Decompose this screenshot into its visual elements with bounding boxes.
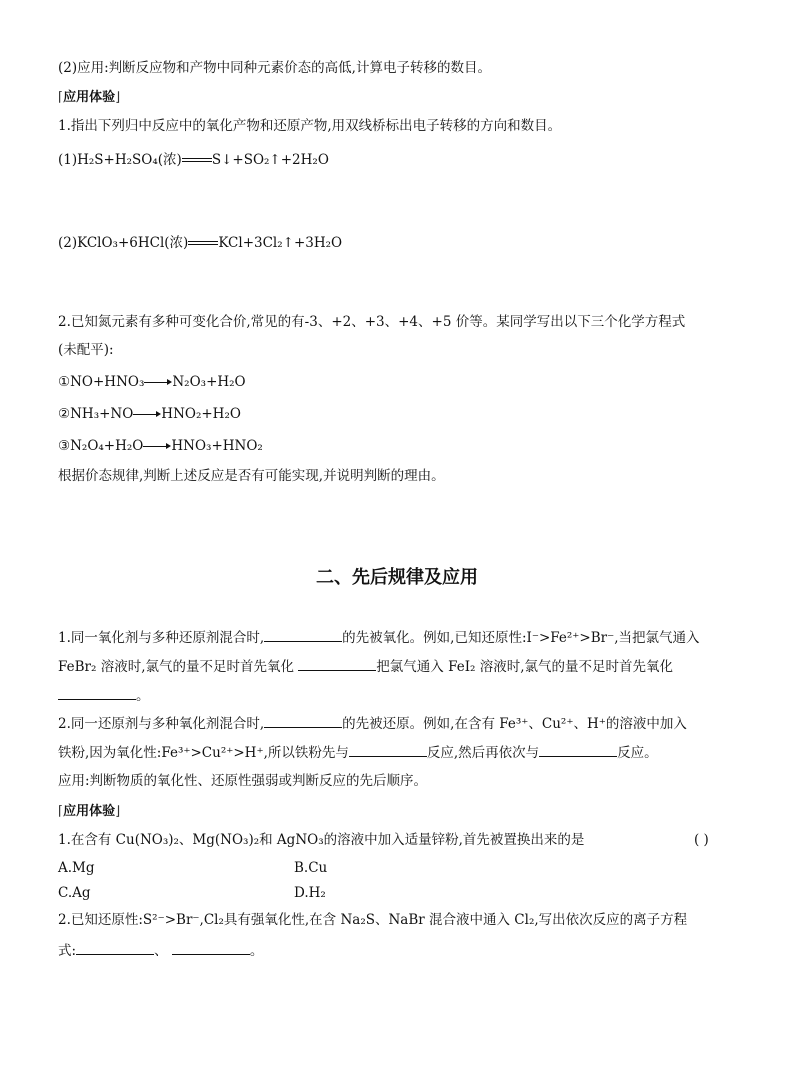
section-tag-2: ⌈应用体验⌋	[58, 804, 121, 819]
mc-question: 1.在含有 Cu(NO₃)₂、Mg(NO₃)₂和 AgNO₃的溶液中加入适量锌粉,首先被置换出来的是	[58, 832, 585, 848]
p1-text-e: 。	[136, 688, 150, 704]
question-1: 1.指出下列归中反应中的氧化产物和还原产物,用双线桥标出电子转移的方向和数目。	[58, 118, 562, 134]
section-tag-1: ⌈应用体验⌋	[58, 90, 121, 105]
eq2-right: KCl+3Cl₂↑+3H₂O	[218, 235, 343, 251]
q2-separator: 、	[154, 943, 168, 959]
option-d[interactable]: D.H₂	[294, 885, 326, 901]
equation-1	[58, 150, 329, 170]
answer-blank[interactable]	[264, 627, 342, 642]
q2-text-b: 式:	[58, 943, 77, 959]
paragraph-1-line3	[58, 685, 150, 706]
right-arrow-icon	[143, 442, 171, 452]
option-b[interactable]: B.Cu	[294, 860, 328, 876]
bracket-close-icon: ⌋	[115, 90, 121, 105]
p1-text-d: 把氯气通入 FeI₂ 溶液时,氯气的量不足时首先氧化	[376, 659, 674, 675]
section-2-title: 二、先后规律及应用	[316, 567, 478, 588]
bracket-close-icon: ⌋	[115, 804, 121, 819]
eq1-left: (1)H₂S+H₂SO₄(浓)	[58, 152, 182, 168]
right-arrow-icon	[133, 410, 161, 420]
r2-left: ②NH₃+NO	[58, 406, 134, 422]
answer-paren[interactable]: ( )	[694, 832, 709, 848]
equals-arrow-icon	[188, 239, 218, 249]
bracket-open-icon: ⌈	[58, 804, 64, 819]
r1-left: ①NO+HNO₃	[58, 374, 145, 390]
p2-text-d: 反应,然后再依次与	[426, 745, 540, 761]
p1-text-a: 1.同一氧化剂与多种还原剂混合时,	[58, 630, 265, 646]
eq2-left: (2)KClO₃+6HCl(浓)	[58, 235, 189, 251]
question-2-line1: 2.已知氮元素有多种可变化合价,常见的有-3、+2、+3、+4、+5 价等。某同学写出以下三个化学方程式	[58, 314, 686, 330]
bracket-open-icon: ⌈	[58, 90, 64, 105]
question-ionic-line1: 2.已知还原性:S²⁻>Br⁻,Cl₂具有强氧化性,在含 Na₂S、NaBr 混合液中通入 Cl₂,写出依次反应的离子方程	[58, 912, 688, 928]
question-2-ask: 根据价态规律,判断上述反应是否有可能实现,并说明判断的理由。	[58, 468, 445, 484]
p1-text-b: 的先被氧化。例如,已知还原性:I⁻>Fe²⁺>Br⁻,当把氯气通入	[342, 630, 700, 646]
equation-2	[58, 233, 342, 253]
answer-blank[interactable]	[172, 940, 250, 955]
reaction-1	[58, 372, 246, 392]
answer-blank[interactable]	[76, 940, 154, 955]
p2-text-e: 反应。	[617, 745, 658, 761]
option-a[interactable]: A.Mg	[58, 860, 95, 876]
p2-text-a: 2.同一还原剂与多种氧化剂混合时,	[58, 716, 265, 732]
eq1-right: S↓+SO₂↑+2H₂O	[211, 152, 329, 168]
question-2-line2: (未配平):	[58, 342, 114, 358]
equals-arrow-icon	[182, 156, 212, 166]
paragraph-2-line2	[58, 742, 658, 763]
paragraph-1-line1	[58, 627, 700, 648]
paragraph-2-line1	[58, 713, 687, 734]
r1-right: N₂O₃+H₂O	[172, 374, 246, 390]
answer-blank[interactable]	[58, 685, 136, 700]
answer-blank[interactable]	[264, 713, 342, 728]
r3-left: ③N₂O₄+H₂O	[58, 438, 144, 454]
answer-blank[interactable]	[298, 656, 376, 671]
application-line: 应用:判断物质的氧化性、还原性强弱或判断反应的先后顺序。	[58, 773, 428, 789]
reaction-2	[58, 404, 241, 424]
intro-line: (2)应用:判断反应物和产物中同种元素价态的高低,计算电子转移的数目。	[58, 60, 491, 76]
q2-text-end: 。	[249, 943, 264, 959]
question-ionic-line2	[58, 940, 263, 961]
p2-text-c: 铁粉,因为氧化性:Fe³⁺>Cu²⁺>H⁺,所以铁粉先与	[58, 745, 349, 761]
answer-blank[interactable]	[349, 742, 427, 757]
reaction-3	[58, 436, 263, 456]
p2-text-b: 的先被还原。例如,在含有 Fe³⁺、Cu²⁺、H⁺的溶液中加入	[342, 716, 687, 732]
paragraph-1-line2	[58, 656, 673, 677]
right-arrow-icon	[144, 378, 172, 388]
answer-blank[interactable]	[539, 742, 617, 757]
p1-text-c: FeBr₂ 溶液时,氯气的量不足时首先氧化	[58, 659, 294, 675]
r2-right: HNO₂+H₂O	[161, 406, 241, 422]
r3-right: HNO₃+HNO₂	[171, 438, 263, 454]
option-c[interactable]: C.Ag	[58, 885, 91, 901]
